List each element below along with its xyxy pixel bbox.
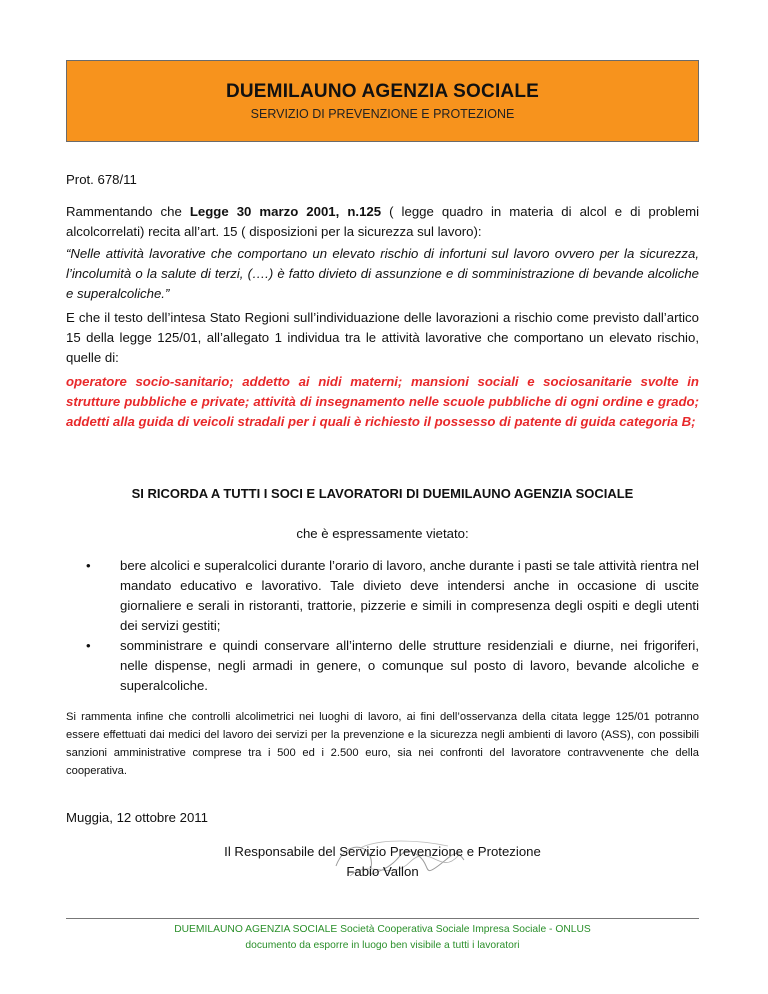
- signature-block: [66, 842, 699, 882]
- forbidden-list: [66, 556, 699, 696]
- footer: [66, 922, 699, 954]
- list-item: [66, 636, 699, 696]
- organization-title: DUEMILAUNO AGENZIA SOCIALE: [225, 81, 540, 102]
- risk-activities: operatore socio-sanitario; addetto ai nidi materni; mansioni sociali e sociosanitarie svolte in strutture pubbliche e private; attività di insegnamento nelle scuole pubbliche di ogni ordine e grado; addetti alla guida di veicoli stradali per i quali è richiesto il possesso di patente di guida categoria B;: [66, 374, 699, 429]
- bullet-icon: •: [86, 638, 91, 653]
- list-item: [66, 556, 699, 636]
- law-reference: Legge 30 marzo 2001, n.125: [189, 204, 382, 219]
- intro-after: ( legge quadro in materia di alcol e di problemi alcolcorrelati) recita all’art. 15 ( disposizioni per la sicurezza sul lavoro):: [66, 204, 699, 239]
- forbidden-intro: che è espressamente vietato:: [296, 526, 469, 541]
- list-item-text: somministrare e quindi conservare all’interno delle strutture residenziali e diurne, nei frigoriferi, nelle dispense, negli armadi in genere, o comunque sul posto di lavoro, bevande alcoliche e superalcoliche.: [120, 638, 699, 693]
- bullet-icon: •: [86, 558, 91, 573]
- footer-note: documento da esporre in luogo ben visibile a tutti i lavoratori: [245, 940, 520, 951]
- reminder-heading: SI RICORDA A TUTTI I SOCI E LAVORATORI DI DUEMILAUNO AGENZIA SOCIALE: [131, 486, 634, 501]
- service-subtitle: SERVIZIO DI PREVENZIONE E PROTEZIONE: [250, 107, 515, 121]
- controls-paragraph: Si rammenta infine che controlli alcolimetrici nei luoghi di lavoro, ai fini dell’osservanza della citata legge 125/01 potranno essere effettuati dai medici del lavoro dei servizi per la prevenzione e la sicurezza negli ambienti di lavoro (ASS), con possibili sanzioni amministrative comprese tra i 500 ed i 2.500 euro, sia nei confronti del lavoratore contravvenente che della cooperativa.: [66, 711, 699, 777]
- header-banner: [66, 60, 699, 142]
- signer-role: Il Responsabile del Servizio Prevenzione e Protezione: [224, 844, 541, 859]
- list-item-text: bere alcolici e superalcolici durante l’orario di lavoro, anche durante i pasti se tale attività rientra nel mandato educativo e lavorativo. Tale divieto deve intendersi anche in occasione di uscite giornaliere e serali in ristoranti, trattorie, pizzerie e simili in compresenza degli ospiti e degli utenti dei servizi gestiti;: [120, 558, 699, 633]
- footer-organization: DUEMILAUNO AGENZIA SOCIALE Società Cooperativa Sociale Impresa Sociale - ONLUS: [174, 924, 591, 935]
- date-place: Muggia, 12 ottobre 2011: [66, 810, 208, 825]
- law-quote: “Nelle attività lavorative che comportano un elevato rischio di infortuni sul lavoro ovvero per la sicurezza, l’incolumità o la salute di terzi, (….) è fatto divieto di assunzione e di somministrazione di bevande alcoliche e superalcoliche.”: [66, 246, 699, 301]
- intesa-paragraph: E che il testo dell’intesa Stato Regioni sull’individuazione delle lavorazioni a rischio come previsto dall’artico 15 della legge 125/01, all’allegato 1 individua tra le attività lavorative che comportano un elevato rischio, quelle di:: [66, 310, 699, 365]
- signer-name: Fabio Vallon: [346, 864, 419, 879]
- footer-divider: [66, 918, 699, 919]
- protocol-number: Prot. 678/11: [66, 172, 137, 187]
- intro-paragraph: [66, 202, 699, 242]
- intro-before: Rammentando che: [66, 204, 190, 219]
